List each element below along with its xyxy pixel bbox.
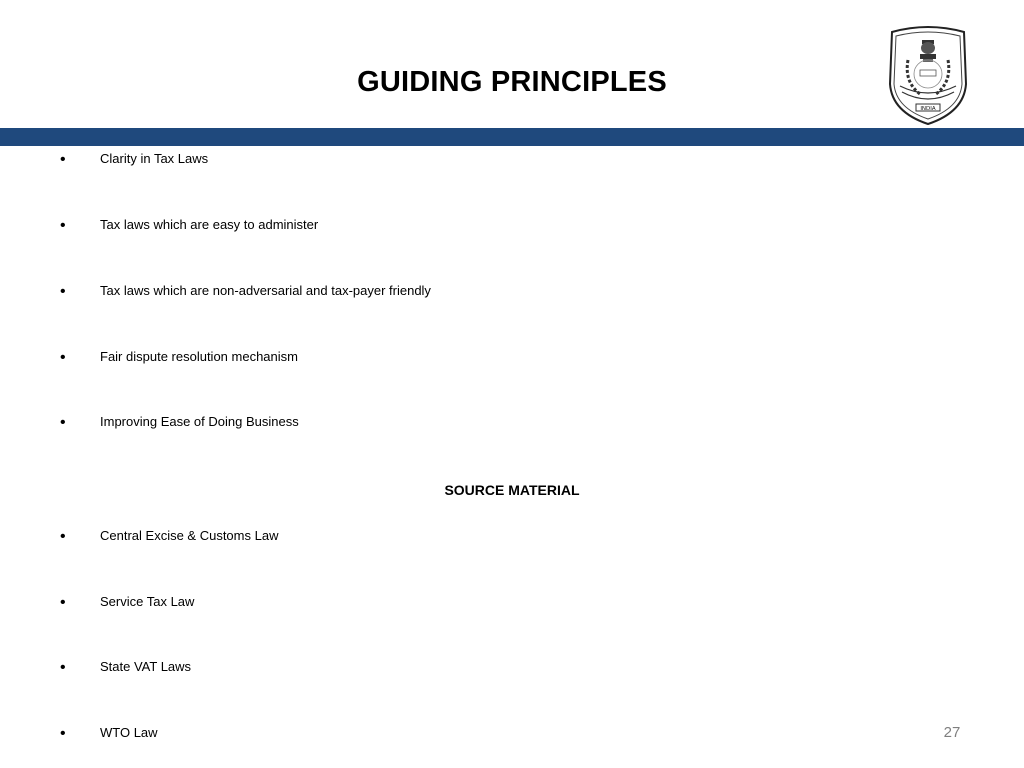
bullet-icon: • xyxy=(60,414,66,431)
bullet-icon: • xyxy=(60,217,66,234)
india-emblem-seal-icon xyxy=(886,24,970,126)
list-item xyxy=(0,150,900,170)
list-item xyxy=(0,282,900,302)
list-item xyxy=(0,527,900,547)
emblem-label: INDIA xyxy=(920,106,936,112)
bullet-text: Tax laws which are easy to administer xyxy=(100,217,319,232)
bullet-text: Service Tax Law xyxy=(100,594,195,609)
bullet-icon: • xyxy=(60,349,66,366)
source-material-heading: SOURCE MATERIAL xyxy=(444,482,580,498)
list-item xyxy=(0,724,900,744)
bullet-text: WTO Law xyxy=(100,725,158,740)
list-item xyxy=(0,658,900,678)
bullet-icon: • xyxy=(60,151,66,168)
list-item xyxy=(0,413,900,433)
bullet-text: State VAT Laws xyxy=(100,659,192,674)
page-number: 27 xyxy=(943,724,961,741)
header-band xyxy=(0,128,1024,146)
bullet-text: Clarity in Tax Laws xyxy=(100,151,209,166)
list-item xyxy=(0,216,900,236)
bullet-text: Central Excise & Customs Law xyxy=(100,528,279,543)
bullet-text: Fair dispute resolution mechanism xyxy=(100,349,298,364)
list-item xyxy=(0,593,900,613)
bullet-text: Improving Ease of Doing Business xyxy=(100,414,299,429)
list-item xyxy=(0,348,900,368)
bullet-icon: • xyxy=(60,725,66,742)
slide-title: GUIDING PRINCIPLES xyxy=(357,66,667,98)
bullet-icon: • xyxy=(60,283,66,300)
bullet-icon: • xyxy=(60,594,66,611)
bullet-icon: • xyxy=(60,659,66,676)
header-band-fill xyxy=(0,128,1024,146)
bullet-icon: • xyxy=(60,528,66,545)
bullet-text: Tax laws which are non-adversarial and tax-payer friendly xyxy=(100,283,431,298)
